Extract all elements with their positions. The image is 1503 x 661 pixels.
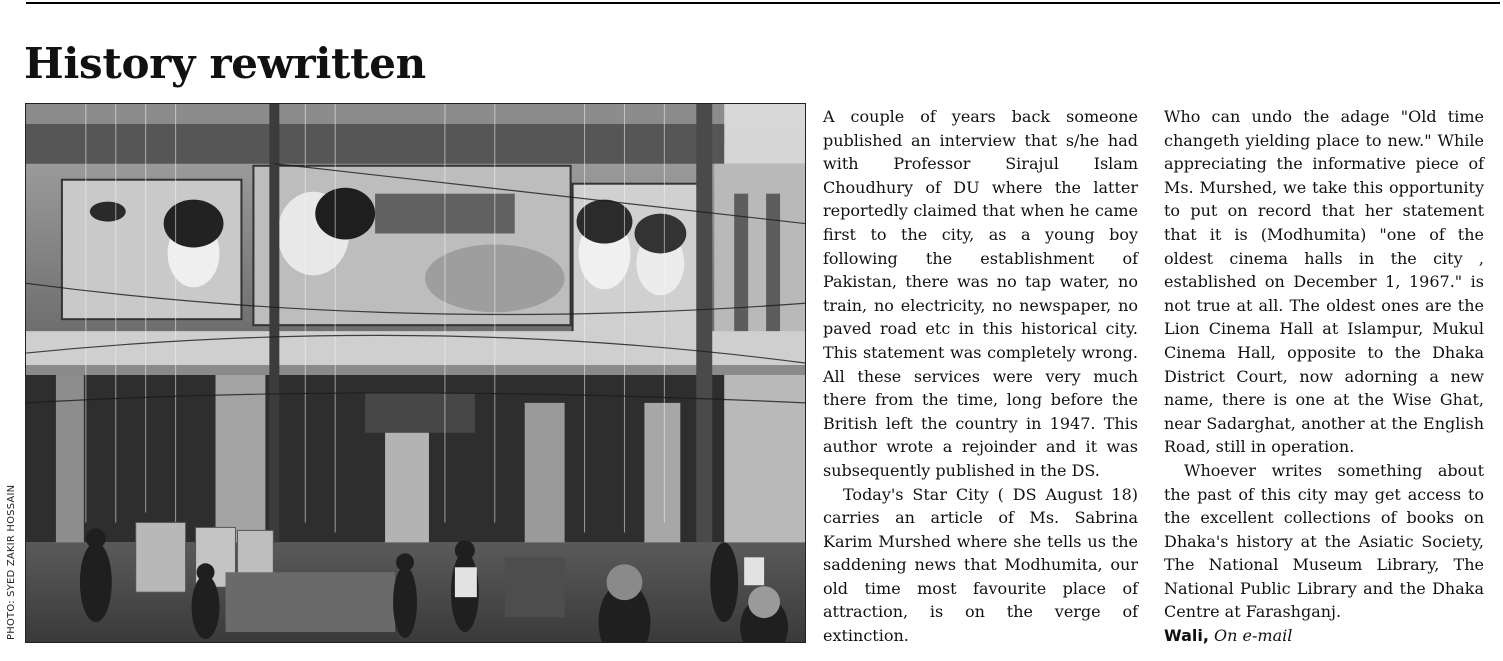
article-column-2 [1164, 105, 1484, 648]
paragraph-2: Today's Star City ( DS August 18) carries an article of Ms. Sabrina Karim Murshed where she tells us the saddening news that Modhumita, our old time most favourite place of attraction, is on the verge of extinction. [823, 484, 1138, 646]
photo-credit: PHOTO: SYED ZAKIR HOSSAIN [6, 484, 17, 640]
paragraph-4: Whoever writes something about the past of this city may get access to the excellent collections of books on Dhaka's history at the Asiatic Society, The National Museum Library, The National Public Library and the Dhaka Centre at Farashganj. [1164, 460, 1484, 622]
article-column-1 [823, 105, 1138, 648]
top-rule [26, 2, 1500, 4]
cinema-hall-photo [26, 104, 805, 642]
headline: History rewritten [24, 39, 426, 88]
signature-source: On e-mail [1214, 626, 1293, 646]
signature-name: Wali, [1164, 626, 1209, 646]
paragraph-1: A couple of years back someone published an interview that s/he had with Professor Sirajul Islam Choudhury of DU where the latter reportedly claimed that when he came first to the city, as a young boy following the establishment of Pakistan, there was no tap water, no train, no electricity, no newspaper, no paved road etc in this historical city. This statement was completely wrong. All these services were very much there from the time, long before the British left the country in 1947. This author wrote a rejoinder and it was subsequently published in the DS. [823, 107, 1138, 480]
signature [1164, 624, 1484, 648]
article-photo [25, 103, 806, 643]
paragraph-3: Who can undo the adage "Old time changeth yielding place to new." While appreciating the informative piece of Ms. Murshed, we take this opportunity to put on record that her statement that it is (Modhumita) "one of the oldest cinema halls in the city , established on December 1, 1967." is not true at all. The oldest ones are the Lion Cinema Hall at Islampur, Mukul Cinema Hall, opposite to the Dhaka District Court, now adorning a new name, there is one at the Wise Ghat, near Sadarghat, another at the English Road, still in operation. [1164, 107, 1484, 457]
